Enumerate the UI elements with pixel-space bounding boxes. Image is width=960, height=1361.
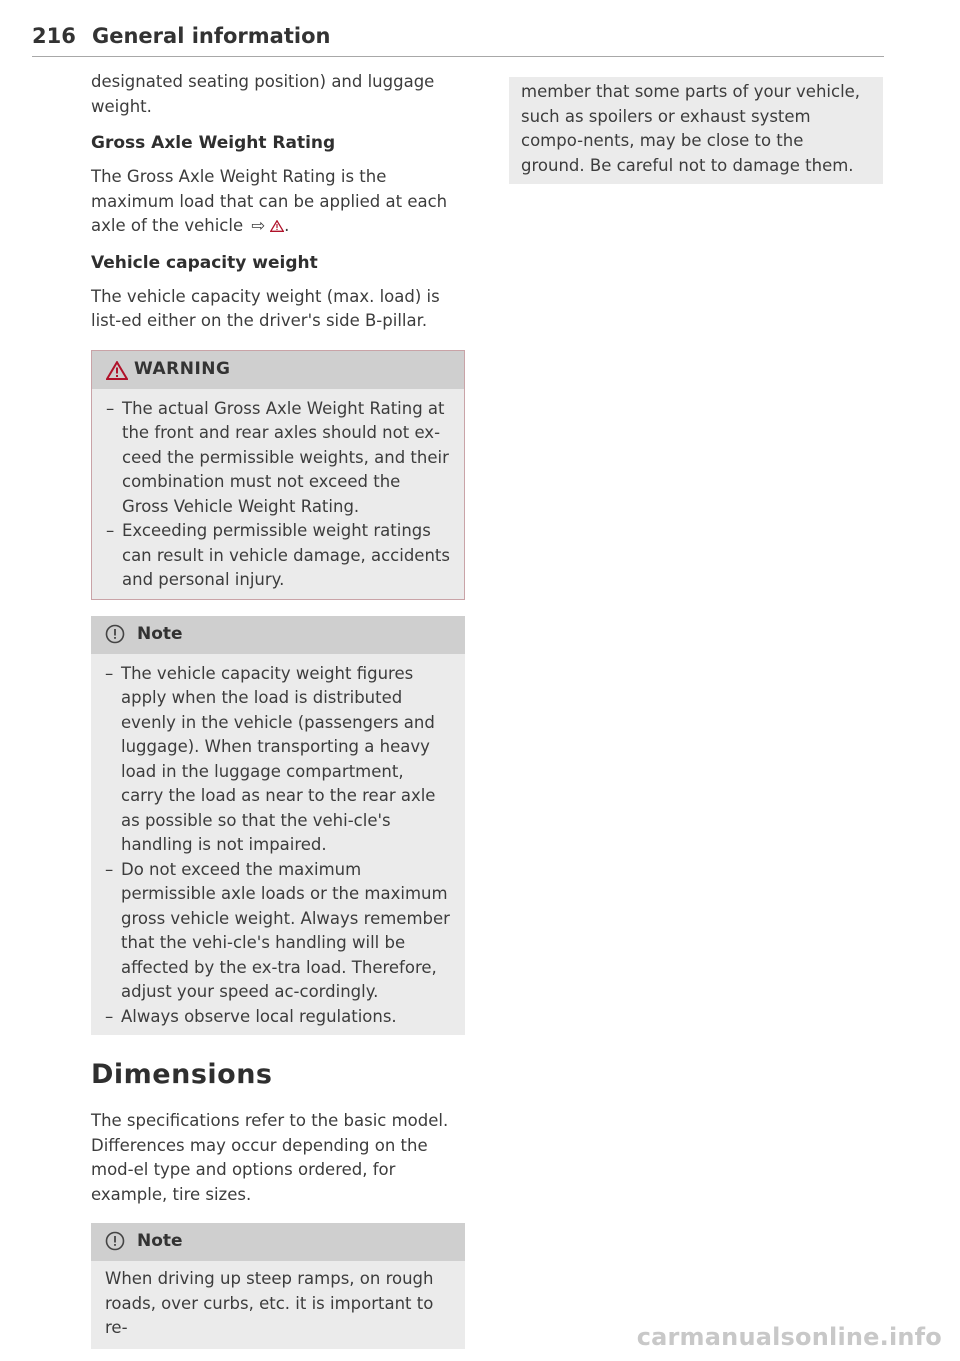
note-body: When driving up steep ramps, on rough roads, over curbs, etc. it is important to re- <box>105 1269 434 1337</box>
note-box <box>91 1223 465 1349</box>
warning-list <box>92 389 464 599</box>
note-continued-box <box>509 77 883 184</box>
list-item: – The vehicle capacity weight figures apply when the load is distributed evenly in the vehicle (passengers and luggage). When transporting a heavy load in the luggage compartment, carry the load as near to the rear axle as possible so that the vehi-cle's handling is not impaired. <box>105 662 451 858</box>
info-circle-icon <box>105 624 125 644</box>
info-circle-icon <box>105 1231 125 1251</box>
warning-triangle-icon <box>106 361 128 380</box>
capacity-heading: Vehicle capacity weight <box>91 252 318 273</box>
reference-arrow-icon[interactable]: ⇨ <box>251 216 266 235</box>
dimensions-paragraph: The specifications refer to the basic model. Differences may occur depending on the mod-el type and options ordered, for example, tire sizes. <box>91 1111 449 1204</box>
note-label: Note <box>137 623 183 644</box>
warning-box <box>91 350 465 600</box>
watermark-logo: carmanualsonline.info <box>636 1323 942 1351</box>
page-header <box>32 22 884 57</box>
note-label: Note <box>137 1231 183 1251</box>
section-title: General information <box>92 24 331 48</box>
right-column <box>509 77 883 184</box>
list-item: – Always observe local regulations. <box>105 1005 451 1030</box>
left-column <box>91 70 465 1349</box>
note-continued-text: member that some parts of your vehicle, such as spoilers or exhaust system compo-nents, may be close to the ground. Be careful not to damage them. <box>521 82 861 175</box>
intro-paragraph: designated seating position) and luggage weight. <box>91 72 435 116</box>
gawr-heading: Gross Axle Weight Rating <box>91 133 336 153</box>
list-item: – Do not exceed the maximum permissible axle loads or the maximum gross vehicle weight. Always remember that the vehi-cle's handling will be affected by the ex-tra load. Therefore, adjust your speed ac-cordingly. <box>105 858 451 1005</box>
warning-header <box>92 351 464 389</box>
capacity-paragraph: The vehicle capacity weight (max. load) is list-ed either on the driver's side B-pillar. <box>91 286 440 330</box>
list-item: – Exceeding permissible weight ratings can result in vehicle damage, accidents and personal injury. <box>106 519 450 593</box>
note-header <box>91 616 465 654</box>
note-list <box>91 654 465 1036</box>
dimensions-heading: Dimensions <box>91 1059 273 1090</box>
note-header <box>91 1223 465 1261</box>
warning-label: WARNING <box>134 358 231 379</box>
gawr-paragraph: The Gross Axle Weight Rating is the maximum load that can be applied at each axle of the vehicle ⇨ . <box>91 167 448 235</box>
list-item: – The actual Gross Axle Weight Rating at the front and rear axles should not ex-ceed the permissible weights, and their combination must not exceed the Gross Vehicle Weight Rating. <box>106 397 450 520</box>
warning-triangle-icon[interactable] <box>270 220 284 232</box>
note-box <box>91 616 465 1036</box>
page-number: 216 <box>32 24 76 48</box>
